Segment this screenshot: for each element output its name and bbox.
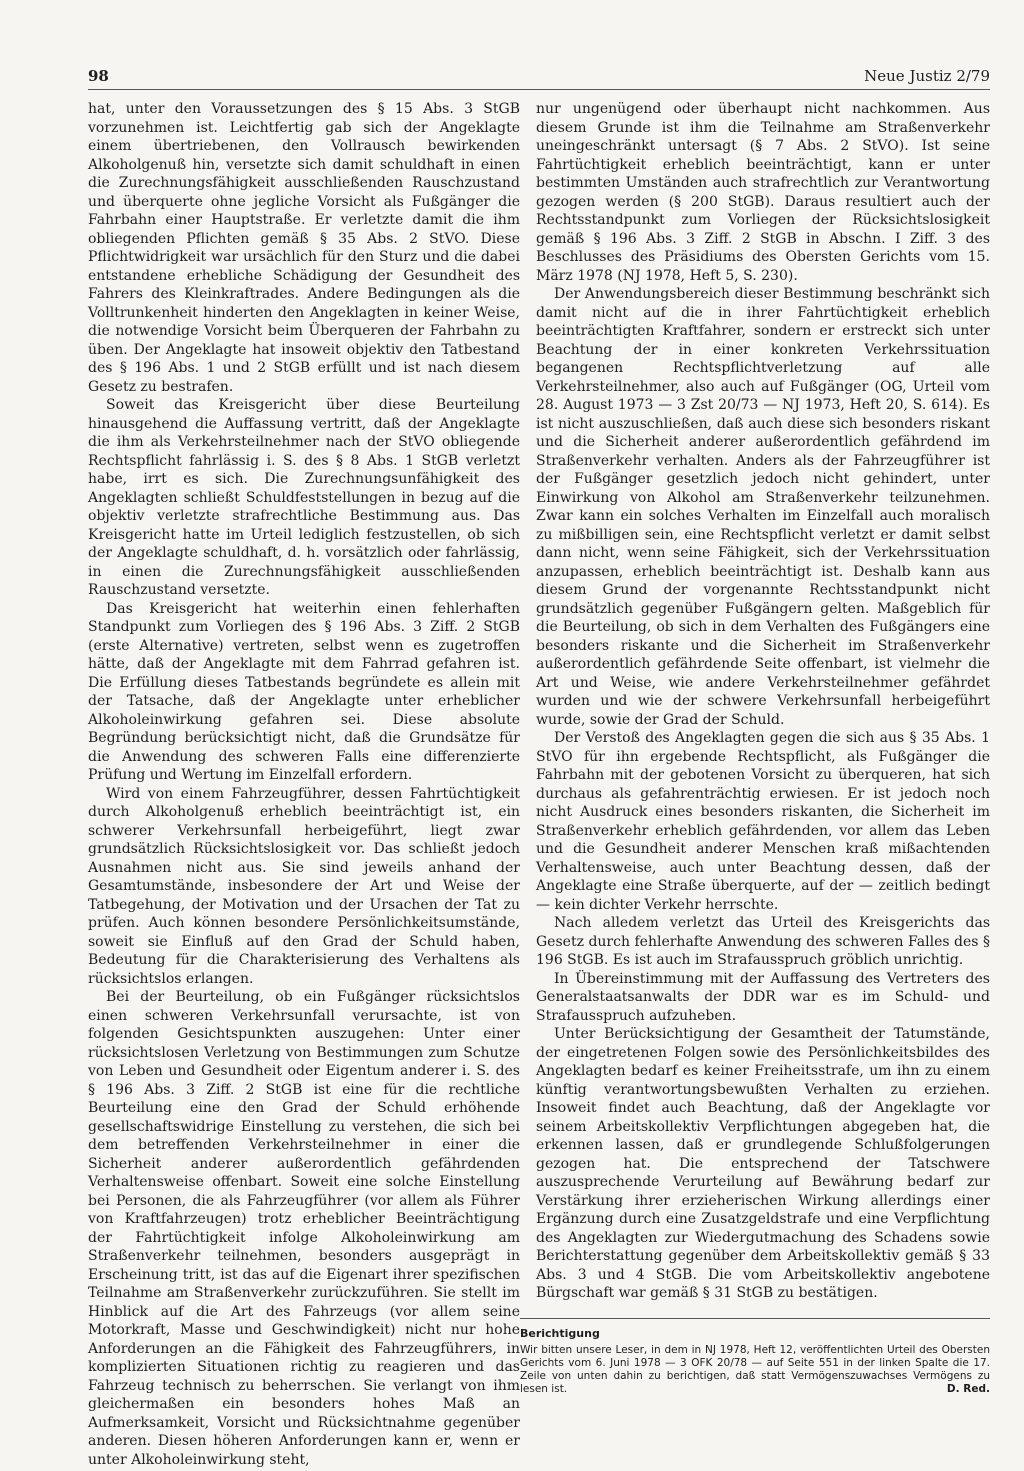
page-header [88, 65, 990, 90]
paragraph: Bei der Beurteilung, ob ein Fußgänger rücksichtslos einen schweren Verkehrsunfall verursachte, ist von folgenden Gesichtspunkten auszugehen: Unter einer rücksichtslosen Verletzung von Bestimmungen zum Schutze von Leben und Gesundheit oder Eigentum anderer i. S. des § 196 Abs. 3 Ziff. 2 StGB ist eine für die rechtliche Beurteilung eine den Grad der Schuld erhöhende gesellschaftswidrige Einstellung zu verstehen, die sich bei dem betreffenden Verkehrsteilnehmer in einer die Sicherheit anderer außerordentlich gefährdenden Verhaltensweise offenbart. Soweit eine solche Einstellung bei Personen, die als Fahrzeugführer (vor allem als Führer von Kraftfahrzeugen) trotz erheblicher Beeinträchtigung der Fahrtüchtigkeit infolge Alkoholeinwirkung am Straßenverkehr teilnehmen, besonders ausgeprägt in Erscheinung tritt, ist das auf die Eigenart ihrer spezifischen Teilnahme am Straßenverkehr zurückzuführen. Sie stellt im Hinblick auf die Art des Fahrzeugs (vor allem seine Motorkraft, Masse und Geschwindigkeit) nicht nur hohe Anforderungen an die Fähigkeit des Fahrzeugführers, in komplizierten Situationen richtig zu reagieren und das Fahrzeug technisch zu beherrschen. Sie verlangt von ihm gleichermaßen ein besonders hohes Maß an Aufmerksamkeit, Vorsicht und Rücksichtnahme gegenüber anderen. Diesen höheren Anforderungen kann er, wenn er unter Alkoholeinwirkung steht, [88, 989, 520, 1468]
paragraph: Der Anwendungsbereich dieser Bestimmung beschränkt sich damit nicht auf die in ihrer Fahrtüchtigkeit erheblich beeinträchtigten Kraftfahrer, sondern er erstreckt sich unter Beachtung der in einer konkreten Verkehrssituation begangenen Rechtspflichtverletzung auf alle Verkehrsteilnehmer, also auch auf Fußgänger (OG, Urteil vom 28. August 1973 — 3 Zst 20/73 — NJ 1973, Heft 20, S. 614). Es ist nicht auszuschließen, daß auch diese sich besonders riskant und die Sicherheit anderer außerordentlich gefährdend im Straßenverkehr verhalten. Anders als der Fahrzeugführer ist der Fußgänger gesetzlich jedoch nicht gehindert, unter Einwirkung von Alkohol am Straßenverkehr teilzunehmen. Zwar kann ein solches Verhalten im Einzelfall auch moralisch zu mißbilligen sein, eine Rechtspflicht verletzt er damit selbst dann nicht, wenn seine Fähigkeit, sich der Verkehrssituation anzupassen, erheblich beeinträchtigt ist. Deshalb kann aus diesem Grund der vorgenannte Rechtsstandpunkt nicht grundsätzlich gegenüber Fußgängern gelten. Maßgeblich für die Beurteilung, ob sich in dem Verhalten des Fußgängers eine besonders riskante und die Sicherheit im Straßenverkehr außerordentlich gefährdende Seite offenbart, ist vielmehr die Art und Weise, wie andere Verkehrsteilnehmer gefährdet wurden und wie der schwere Verkehrsunfall herbeigeführt wurde, sowie der Grad der Schuld. [536, 286, 990, 728]
correction-title: Berichtigung [520, 1327, 600, 1340]
left-column [88, 100, 520, 1469]
correction-notice [520, 1318, 990, 1396]
paragraph: nur ungenügend oder überhaupt nicht nachkommen. Aus diesem Grunde ist ihm die Teilnahme am Straßenverkehr uneingeschränkt untersagt (§ 7 Abs. 2 StVO). Ist seine Fahrtüchtigkeit erheblich beeinträchtigt, kann er unter bestimmten Umständen auch strafrechtlich zur Verantwortung gezogen werden (§ 200 StGB). Daraus resultiert auch der Rechtsstandpunkt zum Vorliegen der Rücksichtslosigkeit gemäß § 196 Abs. 3 Ziff. 2 StGB in Abschn. I Ziff. 3 des Beschlusses des Präsidiums des Obersten Gerichts vom 15. März 1978 (NJ 1978, Heft 5, S. 230). [536, 101, 990, 284]
paragraph: Soweit das Kreisgericht über diese Beurteilung hinausgehend die Auffassung vertritt, daß der Angeklagte die ihm als Verkehrsteilnehmer nach der StVO obliegende Rechtspflicht fahrlässig i. S. des § 8 Abs. 1 StGB verletzt habe, irrt es sich. Die Zurechnungsunfähigkeit des Angeklagten schließt Schuldfeststellungen in bezug auf die objektiv verletzte strafrechtliche Bestimmung aus. Das Kreisgericht hatte im Urteil lediglich festzustellen, ob sich der Angeklagte schuldhaft, d. h. vorsätzlich oder fahrlässig, in einen die Zurechnungsfähigkeit ausschließenden Rauschzustand versetzte. [88, 397, 520, 598]
paragraph: Der Verstoß des Angeklagten gegen die sich aus § 35 Abs. 1 StVO für ihn ergebende Rechtspflicht, als Fußgänger die Fahrbahn mit der gebotenen Vorsicht zu überqueren, hat sich durchaus als gefahrenträchtig erwiesen. Er ist jedoch noch nicht Ausdruck eines besonders riskanten, die Sicherheit im Straßenverkehr erheblich gefährdenden, vor allem das Leben und die Gesundheit anderer Menschen kraß mißachtenden Verhaltensweise, auch unter Beachtung dessen, daß der Angeklagte eine Straße überquerte, auf der — zeitlich bedingt — kein dichter Verkehr herrschte. [536, 730, 990, 913]
paragraph: Wird von einem Fahrzeugführer, dessen Fahrtüchtigkeit durch Alkoholgenuß erheblich beeinträchtigt ist, ein schwerer Verkehrsunfall herbeigeführt, liegt zwar grundsätzlich Rücksichtslosigkeit vor. Das schließt jedoch Ausnahmen nicht aus. Sie sind jeweils anhand der Gesamtumstände, insbesondere der Art und Weise der Tatbegehung, der Motivation und der Ursachen der Tat zu prüfen. Auch können besondere Persönlichkeitsumstände, soweit sie Einfluß auf den Grad der Schuld haben, Bedeutung für die Charakterisierung des Verhaltens als rücksichtslos erlangen. [88, 785, 520, 987]
correction-text [520, 1344, 990, 1396]
journal-reference: Neue Justiz 2/79 [864, 67, 990, 85]
paragraph: Nach alledem verletzt das Urteil des Kreisgerichts das Gesetz durch fehlerhafte Anwendung des schweren Falles des § 196 StGB. Es ist auch im Strafausspruch gröblich unrichtig. [536, 915, 990, 968]
correction-body: Wir bitten unsere Leser, in dem in NJ 1978, Heft 12, veröffentlichten Urteil des Obersten Gerichts vom 6. Juni 1978 — 3 OFK 20/78 — auf Seite 551 in der linken Spalte die 17. Zeile von unten dahin zu berichtigen, daß statt Vermögenszuwachses Vermögens zu lesen ist. [520, 1344, 990, 1395]
right-column [536, 100, 990, 1303]
paragraph: In Übereinstimmung mit der Auffassung des Vertreters des Generalstaatsanwalts der DDR war es im Schuld- und Strafausspruch aufzuheben. [536, 970, 990, 1024]
paragraph: hat, unter den Voraussetzungen des § 15 Abs. 3 StGB vorzunehmen ist. Leichtfertig gab sich der Angeklagte einem übertriebenen, den Vollrausch bewirkenden Alkoholgenuß hin, versetzte sich damit schuldhaft in einen die Zurechnungsfähigkeit ausschließenden Rauschzustand und überquerte ohne jegliche Vorsicht als Fußgänger die Fahrbahn einer Hauptstraße. Er verletzte damit die ihm obliegenden Pflichten gemäß § 35 Abs. 2 StVO. Diese Pflichtwidrigkeit war ursächlich für den Sturz und die dabei entstandene erhebliche Schädigung der Gesundheit des Fahrers des Kleinkraftrades. Andere Bedingungen als die Volltrunkenheit hinderten den Angeklagten in keiner Weise, die notwendige Vorsicht beim Überqueren der Fahrbahn zu üben. Der Angeklagte hat insoweit objektiv den Tatbestand des § 196 Abs. 1 und 2 StGB erfüllt und ist nach diesem Gesetz zu bestrafen. [88, 101, 520, 395]
editorial-signature: D. Red. [946, 1383, 990, 1395]
paragraph: Das Kreisgericht hat weiterhin einen fehlerhaften Standpunkt zum Vorliegen des § 196 Abs. 3 Ziff. 2 StGB (erste Alternative) vertreten, selbst wenn es zugetroffen hätte, daß der Angeklagte mit dem Fahrrad gefahren ist. Die Erfüllung dieses Tatbestands begründete es allein mit der Tatsache, daß der Angeklagte unter erheblicher Alkoholeinwirkung gefahren sei. Diese absolute Begründung berücksichtigt nicht, daß die Grundsätze für die Anwendung des schweren Falls eine differenzierte Prüfung und Wertung im Einzelfall erfordern. [88, 600, 520, 783]
paragraph: Unter Berücksichtigung der Gesamtheit der Tatumstände, der eingetretenen Folgen sowie des Persönlichkeitsbildes des Angeklagten bedarf es keiner Freiheitsstrafe, um ihn zu einem künftig verantwortungsbewußten Verhalten zu erziehen. Insoweit findet auch Beachtung, daß der Angeklagte vor seinem Arbeitskollektiv Verpflichtungen abgegeben hat, die erkennen lassen, daß er grundlegende Schlußfolgerungen gezogen hat. Die entsprechend der Tatschwere auszusprechende Verurteilung auf Bewährung bedarf zur Verstärkung ihrer erzieherischen Wirkung allerdings einer Ergänzung durch eine Zusatzgeldstrafe und eine Verpflichtung des Angeklagten zur Wiedergutmachung des Schadens sowie Berichterstattung gegenüber dem Arbeitskollektiv gemäß § 33 Abs. 3 und 4 StGB. Die vom Arbeitskollektiv angebotene Bürgschaft war gemäß § 31 StGB zu bestätigen. [536, 1026, 990, 1301]
page-number: 98 [88, 67, 109, 85]
